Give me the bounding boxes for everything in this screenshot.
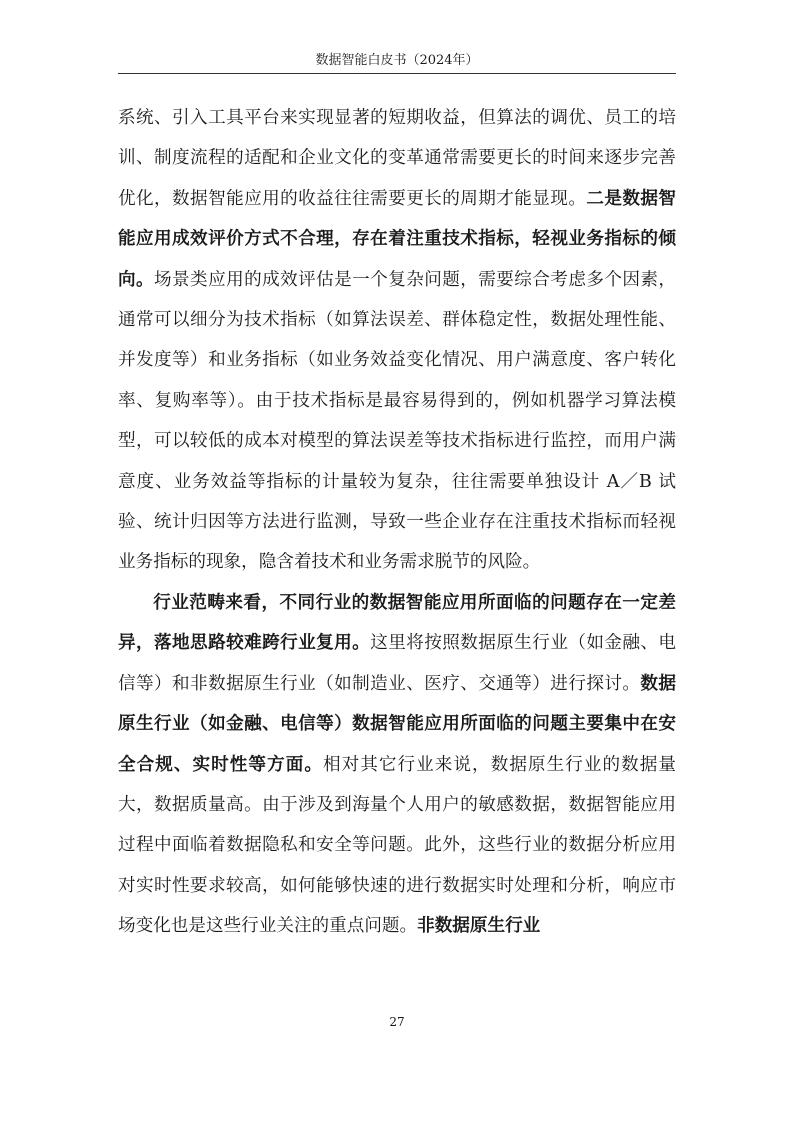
bold-heading-text: 数据原生行业（如金融、电信等）数据智能应用所面临的问题主要集中在安全合规、实时性等方面。 [118,673,676,775]
page-number: 27 [389,1015,405,1029]
bold-heading-text: 二是数据智能应用成效评价方式不合理，存在着注重技术指标，轻视业务指标的倾向。 [118,188,676,290]
bold-heading-text: 行业范畴来看，不同行业的数据智能应用所面临的问题存在一定差异，落地思路较难跨行业复用。 [118,592,676,654]
header-divider [118,73,676,74]
paragraph-continuation [118,98,676,583]
paragraph-text: 这里将按照数据原生行业（如金融、电信等）和非数据原生行业（如制造业、医疗、交通等）进行探讨。 [118,633,676,694]
bold-heading-text: 非数据原生行业 [417,916,541,937]
page-body [118,98,676,947]
paragraph-industry [118,583,676,947]
running-header: 数据智能白皮书（2024年） [315,53,479,68]
paragraph-text: 系统、引入工具平台来实现显著的短期收益，但算法的调优、员工的培训、制度流程的适配和企业文化的变革通常需要更长的时间来逐步完善优化，数据智能应用的收益往往需要更长的周期才能显现。 [118,108,676,209]
paragraph-text: 相对其它行业来说，数据原生行业的数据量大，数据质量高。由于涉及到海量个人用户的敏感数据，数据智能应用过程中面临着数据隐私和安全等问题。此外，这些行业的数据分析应用对实时性要求较高，如何能够快速的进行数据实时处理和分析，响应市场变化也是这些行业关注的重点问题。 [118,754,676,937]
paragraph-text: 场景类应用的成效评估是一个复杂问题，需要综合考虑多个因素，通常可以细分为技术指标（如算法误差、群体稳定性，数据处理性能、并发度等）和业务指标（如业务效益变化情况、用户满意度、客户转化率、复购率等）。由于技术指标是最容易得到的，例如机器学习算法模型，可以较低的成本对模型的算法误差等技术指标进行监控，而用户满意度、业务效益等指标的计量较为复杂，往往需要单独设计 A／B 试验、统计归因等方法进行监测，导致一些企业存在注重技术指标而轻视业务指标的现象，隐含着技术和业务需求脱节的风险。 [118,269,676,573]
